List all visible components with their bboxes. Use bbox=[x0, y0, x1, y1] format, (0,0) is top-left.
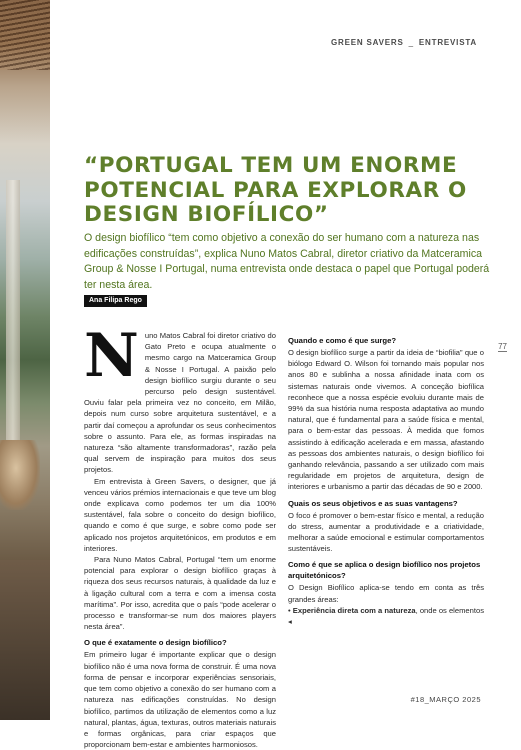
header-brand: GREEN SAVERS bbox=[331, 38, 404, 47]
floor bbox=[0, 560, 50, 720]
paragraph: uno Matos Cabral foi diretor criativo do Gato Preto e ocupa atualmente o mesmo cargo na Matceramica Group & Nosse I Portugal. A paixão pelo design biofílico surgiu durante o seu percurso pelo design sustentável. Ouviu falar pela primeira vez no conceito, em Milão, depois num curso sobre arquitetura sustentável, e a partir daí começou a aprofundar os seus conhecimentos sobre o assunto. Para ele, as formas inspiradas na natureza “são altamente transformadoras”, razão pela qual servem de inspiração para muitos dos seus projetos. bbox=[84, 331, 276, 475]
paragraph: Para Nuno Matos Cabral, Portugal “tem um enorme potencial para explorar o design biofílico graças à riqueza dos seus recursos naturais, à qualidade da luz e à ligação cultural com a terra e com a imensa costa marítima”. Por isso, acredita que o país “pode acelerar o processo e transformar-se num dos maiores players nesta área”. bbox=[84, 555, 276, 632]
answer-paragraph: O design biofílico surge a partir da ideia de “biofilia” que o biólogo Edward O. Wilson foi tornando mais popular nos anos 80 e sublinha a nossa afinidade inata com os sistemas naturais onde vivemos. A conceção biofílica reconhece que a nossa espécie evoluiu durante mais de 99% da sua história numa resposta adaptativa ao mundo natural, que é fundamental para a saúde física e mental, para o bem-estar das pessoas. À medida que fomos assistindo à edificação acelerada e em massa, afastando as pessoas dos ambientes naturais, o design biofílico foi ganhando relevância, passando a ser utilizado com mais regularidade em projetos de arquitetura, design de interiores e urbanismo a partir das décadas de 90 e 2000. bbox=[288, 348, 484, 492]
article-title: “PORTUGAL TEM UM ENORME POTENCIAL PARA EXPLORAR O DESIGN BIOFÍLICO” bbox=[84, 153, 467, 227]
answer-paragraph: O foco é promover o bem-estar físico e mental, a redução do stress, aumentar a produtividade e a criatividade, melhorar a saúde emocional e estimular comportamentos sustentáveis. bbox=[288, 510, 484, 554]
page-number: 77 bbox=[498, 342, 507, 351]
bullet-item: • Experiência direta com a natureza, onde os elementos ◂ bbox=[288, 605, 484, 627]
answer-paragraph: O Design Biofílico aplica-se tendo em conta as três grandes áreas: bbox=[288, 583, 484, 604]
question-heading: Como é que se aplica o design biofílico nos projetos arquitetónicos? bbox=[288, 560, 481, 581]
wood-slat-ceiling bbox=[0, 0, 50, 70]
header-section: ENTREVISTA bbox=[418, 38, 477, 47]
running-header bbox=[331, 38, 477, 47]
question-heading: Quando e como é que surge? bbox=[288, 336, 397, 345]
wicker-chair bbox=[0, 440, 40, 510]
header-separator: _ bbox=[408, 38, 414, 47]
bullet-strong: Experiência direta com a natureza bbox=[292, 605, 416, 615]
question-heading: Quais os seus objetivos e as suas vantagens? bbox=[288, 498, 458, 508]
paragraph: Em entrevista à Green Savers, o designer, que já venceu vários prémios internacionais e que teve um blog onde explicava como podemos ter um dia 100% sustentável, fala sobre o conceito do design biofílico, quando e como é que surge, e sobre como pode ser aplicado nos projetos arquitetónicos, em produtos e em interiores. bbox=[84, 476, 276, 553]
drop-cap: N bbox=[84, 321, 139, 391]
author-badge: Ana Filipa Rego bbox=[84, 295, 147, 307]
body-column-1 bbox=[84, 321, 276, 750]
body-column-2 bbox=[288, 330, 484, 627]
footer-issue: #18_MARÇO 2025 bbox=[410, 695, 481, 704]
side-photo-interior bbox=[0, 0, 50, 720]
article-lead: O design biofílico “tem como objetivo a conexão do ser humano com a natureza nas edificações construídas”, explica Nuno Matos Cabral, diretor criativo da Matceramica Group & Nosse I Portugal, numa entrevista onde destaca o papel que Portugal poderá ter nesta área. bbox=[84, 232, 490, 291]
question-heading: O que é exatamente o design biofílico? bbox=[84, 638, 227, 648]
bullet-text: , onde os elementos ◂ bbox=[288, 605, 484, 627]
answer-paragraph: Em primeiro lugar é importante explicar que o design biofílico não é uma nova forma de construir. É uma nova forma de pensar e incorporar experiências sensoriais, que tem como objetivo a conexão do ser humano com a natureza nas edificações construídas. No design biofílico, partimos da utilização de elementos como a luz natural, plantas, água, texturas, outros materiais naturais e formas orgânicas, para criar espaços que proporcionam bem-estar e ambientes harmoniosos. bbox=[84, 650, 276, 750]
